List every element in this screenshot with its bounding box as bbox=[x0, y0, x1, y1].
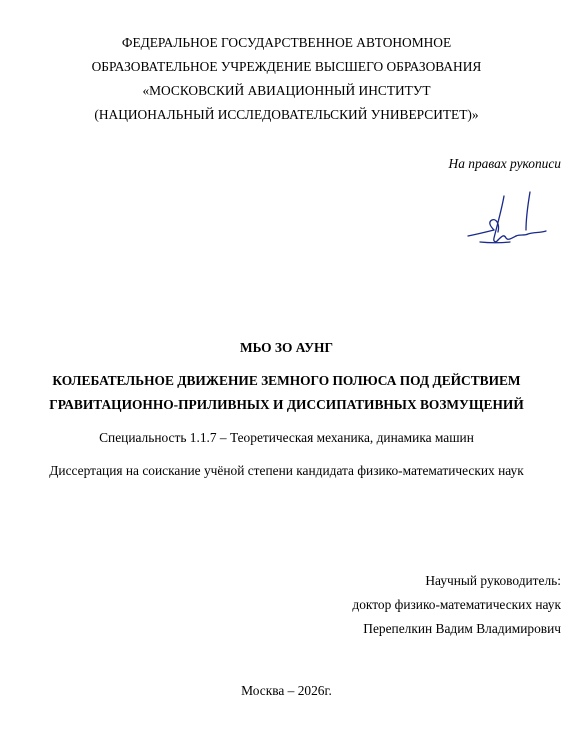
manuscript-note: На правах рукописи bbox=[448, 156, 561, 171]
dissertation-note: Диссертация на соискание учёной степени кандидата физико-математических наук bbox=[49, 463, 524, 478]
supervisor-degree: доктор физико-математических наук bbox=[352, 597, 561, 612]
title-line-1: КОЛЕБАТЕЛЬНОЕ ДВИЖЕНИЕ ЗЕМНОГО ПОЛЮСА ПОД ДЕЙСТВИЕМ bbox=[52, 373, 521, 388]
specialty: Специальность 1.1.7 – Теоретическая механика, динамика машин bbox=[99, 430, 474, 445]
supervisor-label: Научный руководитель: bbox=[425, 573, 561, 588]
supervisor-name: Перепелкин Вадим Владимирович bbox=[363, 621, 561, 636]
header-line-3: «МОСКОВСКИЙ АВИАЦИОННЫЙ ИНСТИТУТ bbox=[142, 83, 431, 98]
handwritten-signature-icon bbox=[460, 186, 552, 260]
title-line-2: ГРАВИТАЦИОННО-ПРИЛИВНЫХ И ДИССИПАТИВНЫХ ВОЗМУЩЕНИЙ bbox=[49, 397, 524, 412]
author-name: МЬО ЗО АУНГ bbox=[239, 340, 333, 355]
city-year: Москва – 2026г. bbox=[241, 683, 332, 698]
header-line-4: (НАЦИОНАЛЬНЫЙ ИССЛЕДОВАТЕЛЬСКИЙ УНИВЕРСИТЕТ)» bbox=[94, 107, 479, 122]
header-line-2: ОБРАЗОВАТЕЛЬНОЕ УЧРЕЖДЕНИЕ ВЫСШЕГО ОБРАЗОВАНИЯ bbox=[91, 59, 482, 74]
header-line-1: ФЕДЕРАЛЬНОЕ ГОСУДАРСТВЕННОЕ АВТОНОМНОЕ bbox=[121, 35, 452, 50]
